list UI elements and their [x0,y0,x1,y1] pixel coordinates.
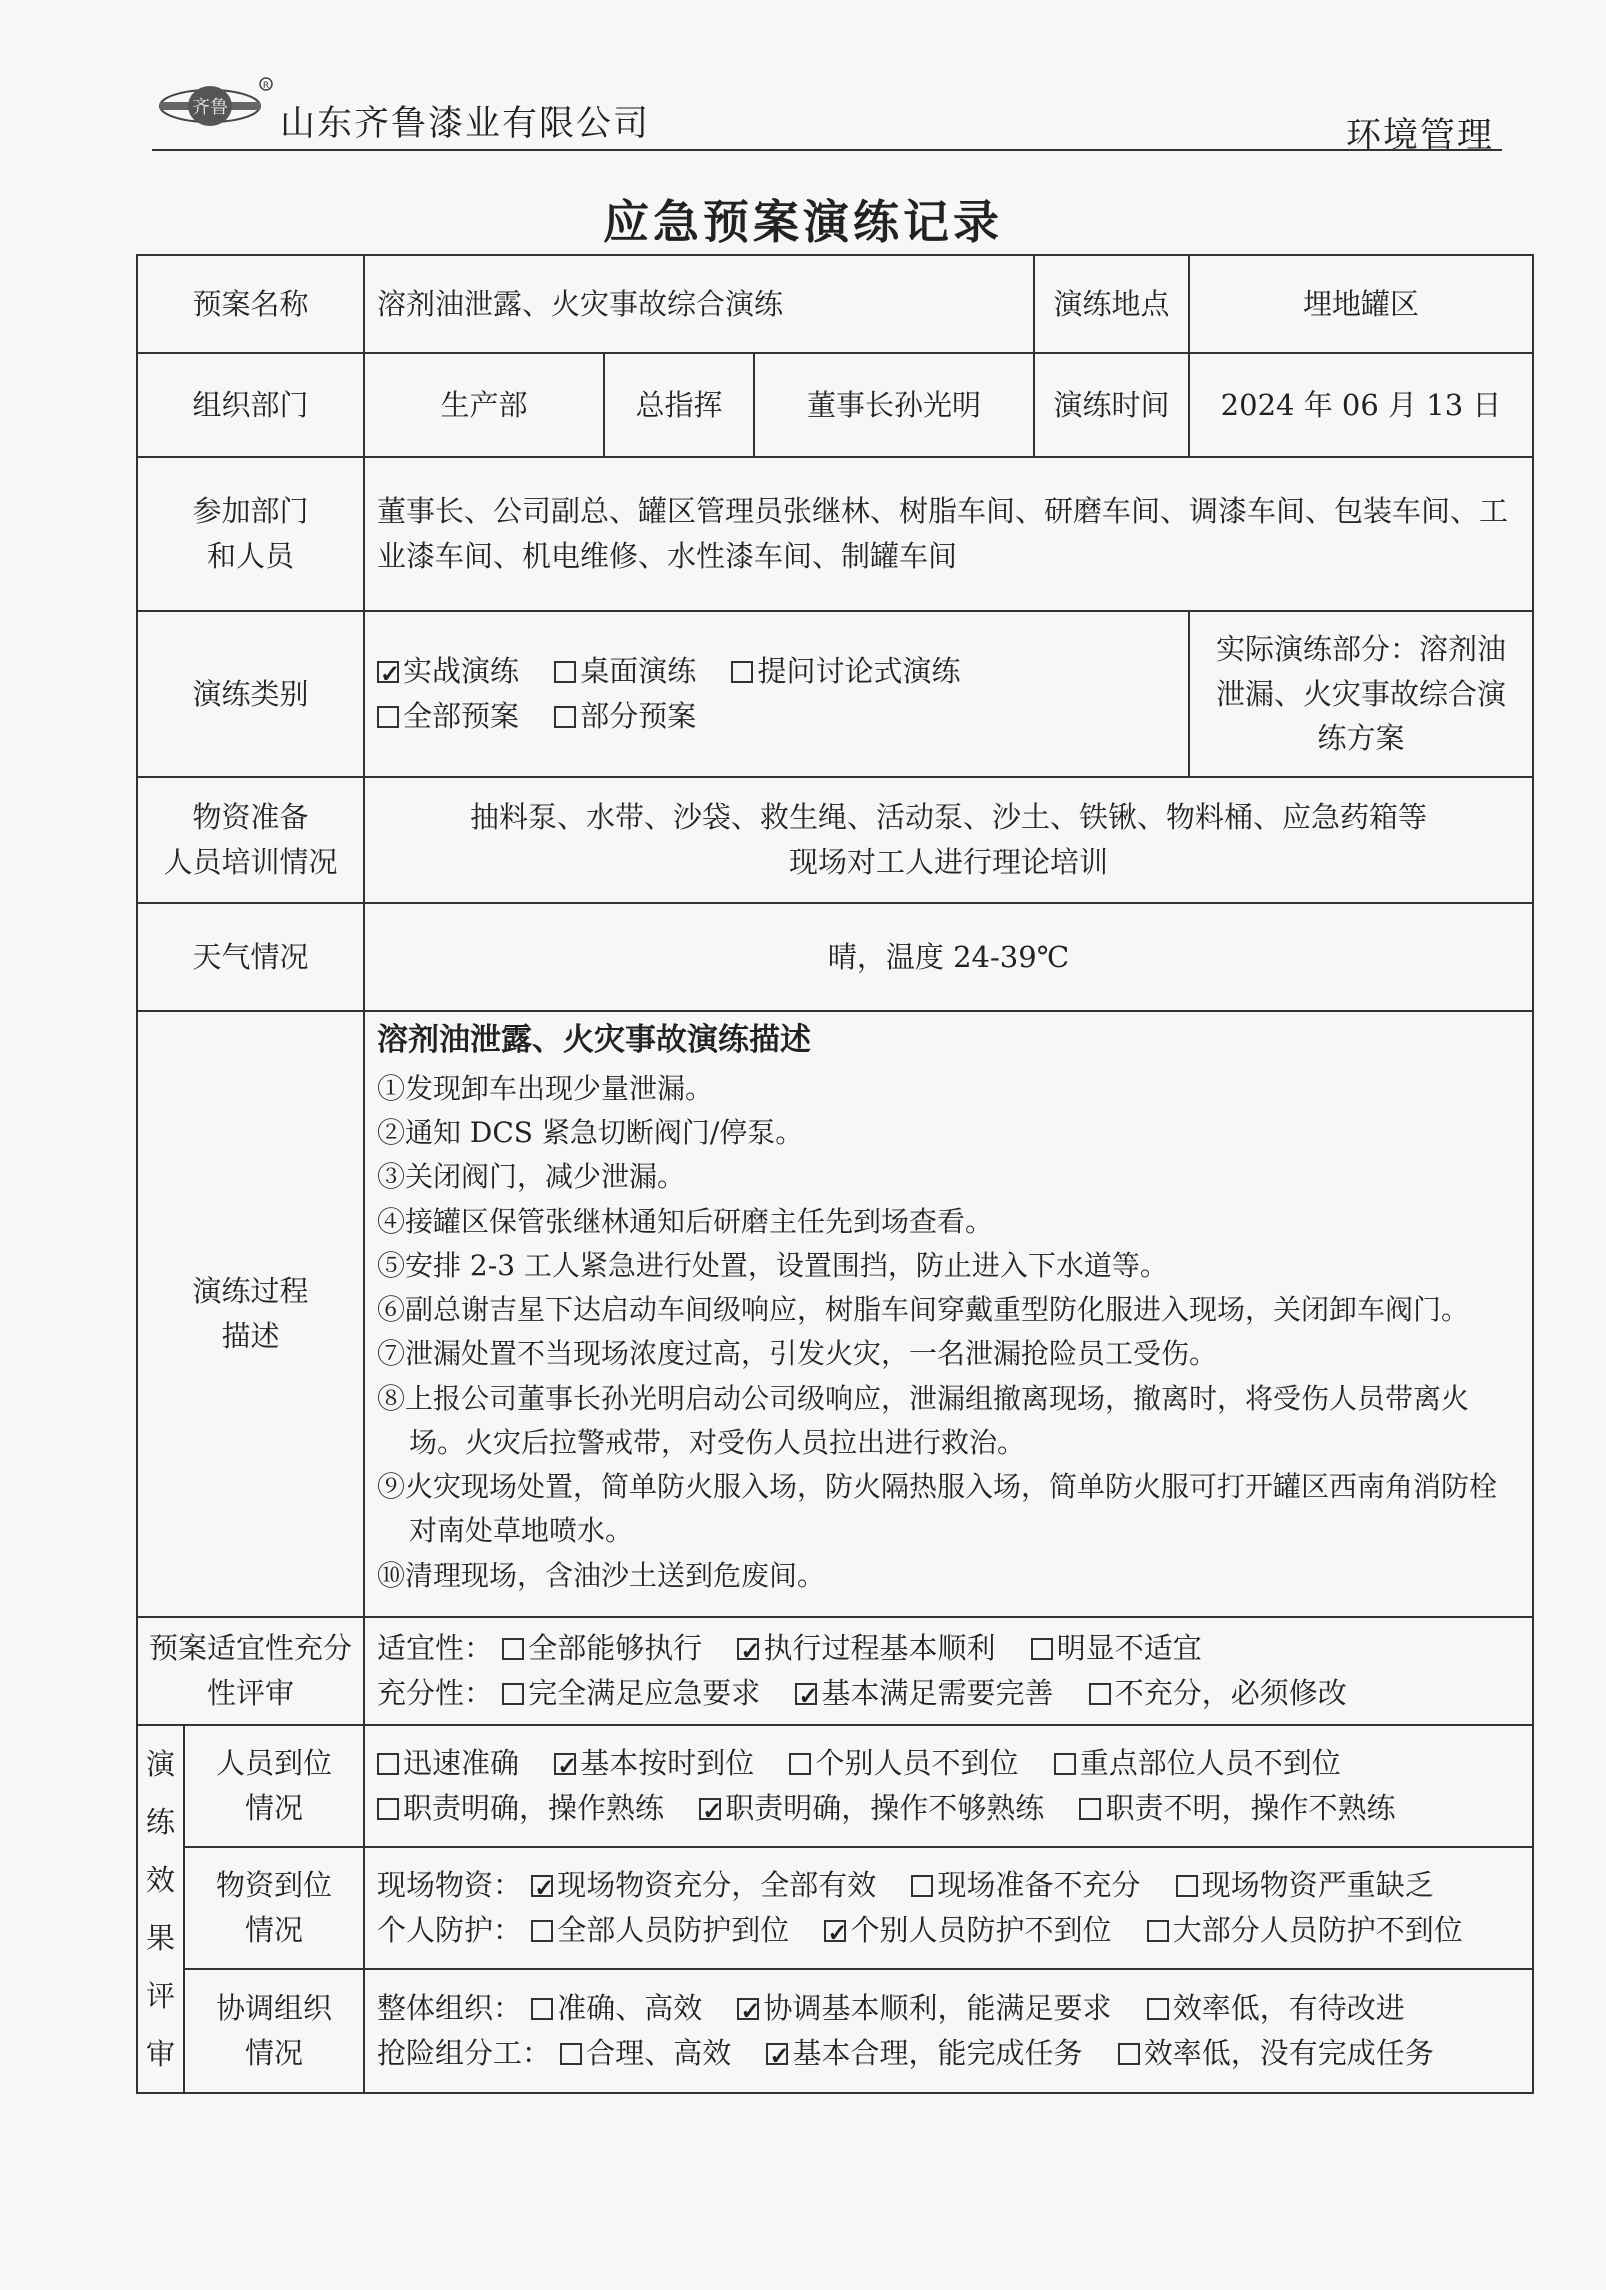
coordination-label: 协调组织情况 [184,1969,364,2093]
checkbox[interactable] [377,706,399,728]
row-process [137,1011,1533,1617]
checkbox[interactable] [531,1998,553,2020]
company-name: 山东齐鲁漆业有限公司 [280,104,651,144]
location-label: 演练地点 [1034,255,1189,353]
checkbox[interactable] [1054,1753,1076,1775]
suitability-values: 适宜性： 全部能够执行 ✓ 执行过程基本顺利 明显不适宜 充分性： 完全满足应急要求 ✓ 基本满足需要完善 不充分，必须修改 [364,1617,1533,1725]
drill-type-options [364,611,1189,777]
drill-type-label: 演练类别 [137,611,364,777]
row-drill-type [137,611,1533,777]
materials-label: 物资准备 人员培训情况 [137,777,364,903]
checkbox[interactable] [911,1875,933,1897]
row-weather [137,903,1533,1011]
checkbox-checked[interactable] [554,1753,576,1775]
option-quick-accurate[interactable]: 迅速准确 [377,1746,519,1780]
checkbox[interactable] [789,1753,811,1775]
checkbox-checked[interactable] [377,661,399,683]
option-task-not-completed[interactable]: 效率低，没有完成任务 [1118,2036,1434,2070]
process-step: ①发现卸车出现少量泄漏。 [377,1071,714,1105]
participants-label: 参加部门和人员 [137,457,364,611]
option-most-unprotected[interactable]: 大部分人员防护不到位 [1147,1913,1463,1947]
checkbox[interactable] [1089,1683,1111,1705]
process-step: ⑥副总谢吉星下达启动车间级响应，树脂车间穿戴重型防化服进入现场，关闭卸车阀门。 [377,1293,1470,1327]
checkbox[interactable] [731,661,753,683]
header-divider [152,149,1502,151]
checkbox[interactable] [560,2043,582,2065]
org-dept-label: 组织部门 [137,353,364,457]
plan-name-value: 溶剂油泄露、火灾事故综合演练 [364,255,1034,353]
checkbox-checked[interactable] [795,1683,817,1705]
drill-time-label: 演练时间 [1034,353,1189,457]
checkbox-checked[interactable] [737,1998,759,2020]
materials-effect-label: 物资到位情况 [184,1847,364,1969]
option-materials-lacking[interactable]: 现场物资严重缺乏 [1176,1868,1434,1902]
checkbox[interactable] [377,1798,399,1820]
process-step: ⑨火灾现场处置，简单防火服入场，防火隔热服入场，简单防火服可打开罐区西南角消防栓对南处草地喷水。 [377,1470,1498,1548]
process-step: ②通知 DCS 紧急切断阀门/停泵。 [377,1116,804,1150]
option-clearly-unsuitable[interactable]: 明显不适宜 [1031,1631,1202,1665]
process-description [364,1011,1533,1617]
svg-text:R: R [262,81,270,91]
suitability-label: 预案适宜性充分性评审 [137,1617,364,1725]
checkbox[interactable] [554,706,576,728]
option-some-unprotected[interactable]: ✓ 个别人员防护不到位 [824,1913,1111,1947]
row-suitability [137,1617,1533,1725]
participants-value: 董事长、公司副总、罐区管理员张继林、树脂车间、研磨车间、调漆车间、包装车间、工业漆车间、机电维修、水性漆车间、制罐车间 [364,457,1533,611]
option-basically-meets[interactable]: ✓ 基本满足需要完善 [795,1676,1053,1710]
option-reasonable-efficient[interactable]: 合理、高效 [560,2036,731,2070]
checkbox[interactable] [1079,1798,1101,1820]
option-key-absent[interactable]: 重点部位人员不到位 [1054,1746,1341,1780]
commander-label: 总指挥 [604,353,754,457]
materials-value: 抽料泵、水带、沙袋、救生绳、活动泵、沙土、铁锹、物料桶、应急药箱等 现场对工人进行理论培训 [364,777,1533,903]
option-basically-reasonable[interactable]: ✓ 基本合理，能完成任务 [766,2036,1082,2070]
option-unclear-unskilled[interactable]: 职责不明，操作不熟练 [1079,1791,1395,1825]
process-step: ⑤安排 2-3 工人紧急进行处置，设置围挡，防止进入下水道等。 [377,1248,1168,1282]
effect-group-char: 审 [145,2037,175,2071]
commander-value: 董事长孙光明 [754,353,1034,457]
checkbox-checked[interactable] [824,1920,846,1942]
option-coordination-smooth[interactable]: ✓ 协调基本顺利，能满足要求 [737,1991,1111,2025]
personnel-label: 人员到位情况 [184,1725,364,1847]
location-value: 埋地罐区 [1189,255,1533,353]
option-some-absent[interactable]: 个别人员不到位 [789,1746,1018,1780]
process-label: 演练过程描述 [137,1011,364,1617]
process-step: ③关闭阀门，减少泄漏。 [377,1160,686,1194]
option-partial-plan[interactable]: 部分预案 [554,699,696,733]
process-heading: 溶剂油泄露、火灾事故演练描述 [377,1022,812,1058]
row-materials [137,777,1533,903]
drill-record-table [136,254,1534,2094]
row-coordination [137,1969,1533,2093]
checkbox-checked[interactable] [737,1638,759,1660]
checkbox[interactable] [502,1683,524,1705]
actual-drill-part: 实际演练部分：溶剂油泄漏、火灾事故综合演练方案 [1189,611,1533,777]
checkbox[interactable] [1147,1920,1169,1942]
option-fully-meets[interactable]: 完全满足应急要求 [502,1676,760,1710]
checkbox-checked[interactable] [699,1798,721,1820]
option-low-efficiency[interactable]: 效率低，有待改进 [1147,1991,1405,2025]
checkbox[interactable] [554,661,576,683]
checkbox[interactable] [1118,2043,1140,2065]
option-materials-sufficient[interactable]: ✓ 现场物资充分，全部有效 [531,1868,876,1902]
department-label: 环境管理 [1345,116,1494,156]
process-step: ④接罐区保管张继林通知后研磨主任先到场查看。 [377,1204,994,1238]
effect-group-char: 练 [145,1805,175,1839]
effect-group-char: 效 [145,1863,175,1897]
option-actual-drill[interactable]: ✓实战演练 [377,654,519,688]
checkbox[interactable] [531,1920,553,1942]
option-tabletop-drill[interactable]: 桌面演练 [554,654,696,688]
checkbox[interactable] [502,1638,524,1660]
process-step: ⑩清理现场，含油沙土送到危废间。 [377,1558,826,1592]
effect-group-char: 评 [145,1979,175,2013]
weather-value: 晴，温度 24-39℃ [364,903,1533,1011]
row-personnel [137,1725,1533,1847]
logo-text: 齐鲁 [192,97,228,118]
option-accurate-efficient[interactable]: 准确、高效 [531,1991,702,2025]
process-step: ⑦泄漏处置不当现场浓度过高，引发火灾，一名泄漏抢险员工受伤。 [377,1337,1218,1371]
materials-effect-values: 现场物资： ✓ 现场物资充分，全部有效 现场准备不充分 现场物资严重缺乏 个人防护： 全部人员防护到位 ✓ 个别人员防护不到位 大部分人员防护不到位 [364,1847,1533,1969]
row-materials-effect [137,1847,1533,1969]
weather-label: 天气情况 [137,903,364,1011]
checkbox[interactable] [1031,1638,1053,1660]
effect-group-char: 演 [145,1747,175,1781]
option-basically-on-time[interactable]: ✓ 基本按时到位 [554,1746,754,1780]
personnel-values [364,1725,1533,1847]
checkbox[interactable] [377,1753,399,1775]
coordination-values: 整体组织： 准确、高效 ✓ 协调基本顺利，能满足要求 效率低，有待改进 抢险组分工： 合理、高效 ✓ 基本合理，能完成任务 效率低，没有完成任务 [364,1969,1533,2093]
row-org [137,353,1533,457]
company-logo [158,76,274,130]
option-clear-not-skilled[interactable]: ✓ 职责明确，操作不够熟练 [699,1791,1044,1825]
effect-group-char: 果 [145,1921,175,1955]
page-title: 应急预案演练记录 [603,195,1003,249]
row-participants [137,457,1533,611]
checkbox[interactable] [1147,1998,1169,2020]
effect-group-label [137,1725,184,2093]
org-dept-value: 生产部 [364,353,604,457]
row-plan-name [137,255,1533,353]
option-fully-executable[interactable]: 全部能够执行 [502,1631,702,1665]
option-materials-insufficient[interactable]: 现场准备不充分 [911,1868,1140,1902]
option-discussion-drill[interactable]: 提问讨论式演练 [731,654,960,688]
option-basically-smooth[interactable]: ✓ 执行过程基本顺利 [737,1631,995,1665]
option-insufficient[interactable]: 不充分，必须修改 [1089,1676,1347,1710]
plan-name-label: 预案名称 [137,255,364,353]
option-clear-skilled[interactable]: 职责明确，操作熟练 [377,1791,664,1825]
process-step: ⑧上报公司董事长孙光明启动公司级响应，泄漏组撤离现场，撤离时，将受伤人员带离火场。火灾后拉警戒带，对受伤人员拉出进行救治。 [377,1381,1470,1459]
drill-time-value: 2024 年 06 月 13 日 [1189,353,1533,457]
checkbox-checked[interactable] [766,2043,788,2065]
option-all-protected[interactable]: 全部人员防护到位 [531,1913,789,1947]
checkbox-checked[interactable] [531,1875,553,1897]
checkbox[interactable] [1176,1875,1198,1897]
option-full-plan[interactable]: 全部预案 [377,699,519,733]
